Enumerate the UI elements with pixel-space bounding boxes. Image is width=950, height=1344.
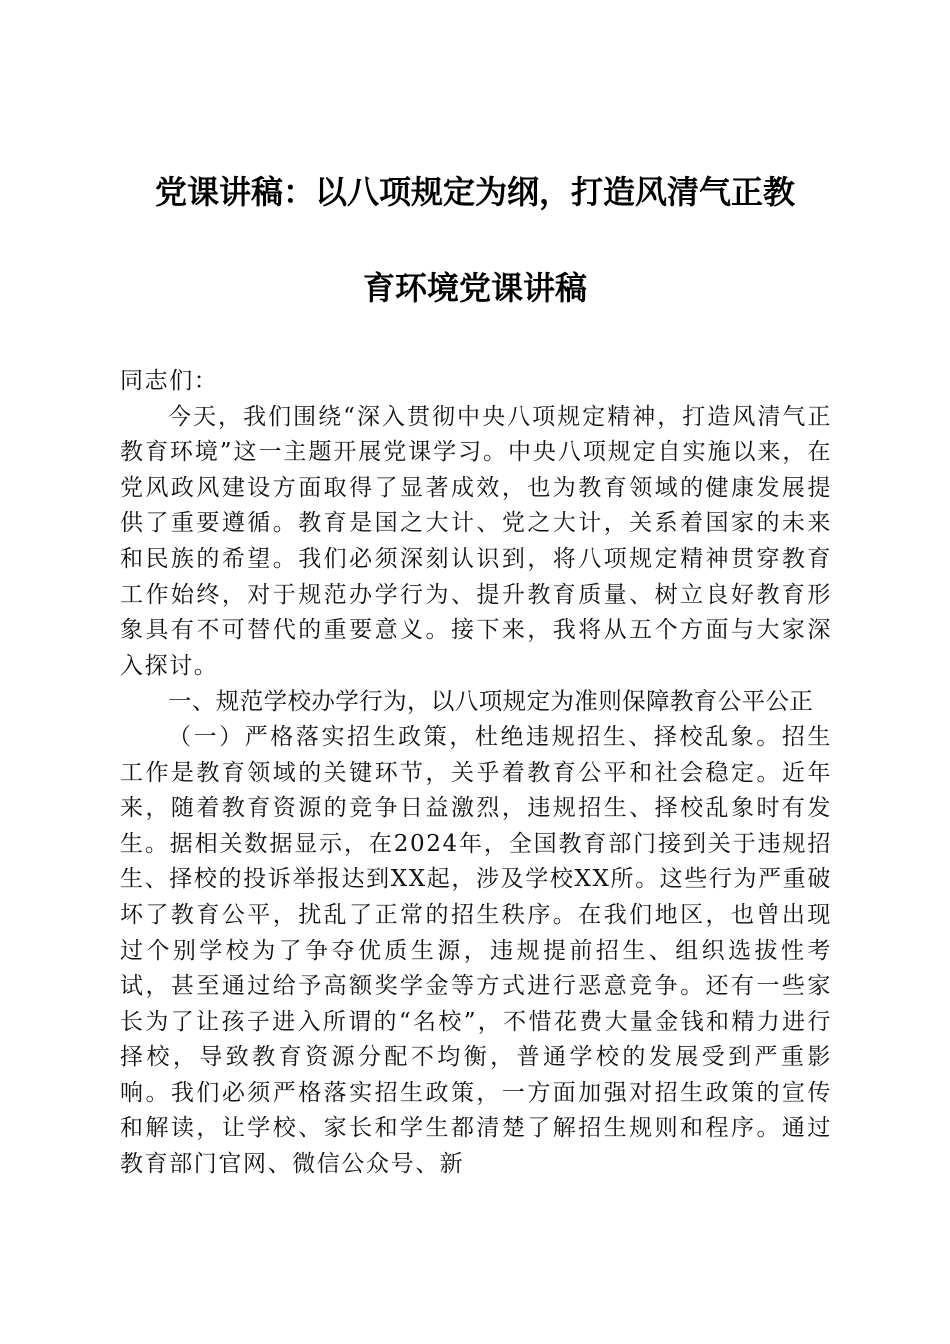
document-title-line-1: 党课讲稿：以八项规定为纲，打造风清气正教	[154, 173, 795, 211]
intro-paragraph: 今天，我们围绕“深入贯彻中央八项规定精神，打造风清气正教育环境”这一主题开展党课学习。中央八项规定自实施以来，在党风政风建设方面取得了显著成效，也为教育领域的健康发展提供了重要遵循。教育是国之大计、党之大计，关系着国家的未来和民族的希望。我们必须深刻认识到，将八项规定精神贯穿教育工作始终，对于规范办学行为、提升教育质量、树立良好教育形象具有不可替代的重要意义。接下来，我将从五个方面与大家深入探讨。	[120, 403, 832, 679]
document-body	[120, 364, 832, 1183]
subsection-body-1: 招生工作是教育领域的关键环节，关乎着教育公平和社会稳定。近年来，随着教育资源的竞争日益激烈，违规招生、择校乱象时有发生。据相关数据显示，在2024年，全国教育部门接到关于违规招生、择校的投诉举报达到XX起，涉及学校XX所。这些行为严重破坏了教育公平，扰乱了正常的招生秩序。在我们地区，也曾出现过个别学校为了争夺优质生源，违规提前招生、组织选拔性考试，甚至通过给予高额奖学金等方式进行恶意竞争。还有一些家长为了让孩子进入所谓的“名校”，不惜花费大量金钱和精力进行择校，导致教育资源分配不均衡，普通学校的发展受到严重影响。我们必须严格落实招生政策，一方面加强对招生政策的宣传和解读，让学校、家长和学生都清楚了解招生规则和程序。通过教育部门官网、微信公众号、新	[120, 723, 833, 1178]
greeting: 同志们：	[120, 368, 219, 394]
subsection-paragraph-1	[120, 720, 832, 1183]
section-heading-1: 一、规范学校办学行为，以八项规定为准则保障教育公平公正	[168, 687, 814, 716]
subsection-title-1: （一）严格落实招生政策，杜绝违规招生、择校乱象。	[168, 723, 782, 750]
document-title-line-2: 育环境党课讲稿	[362, 269, 587, 307]
